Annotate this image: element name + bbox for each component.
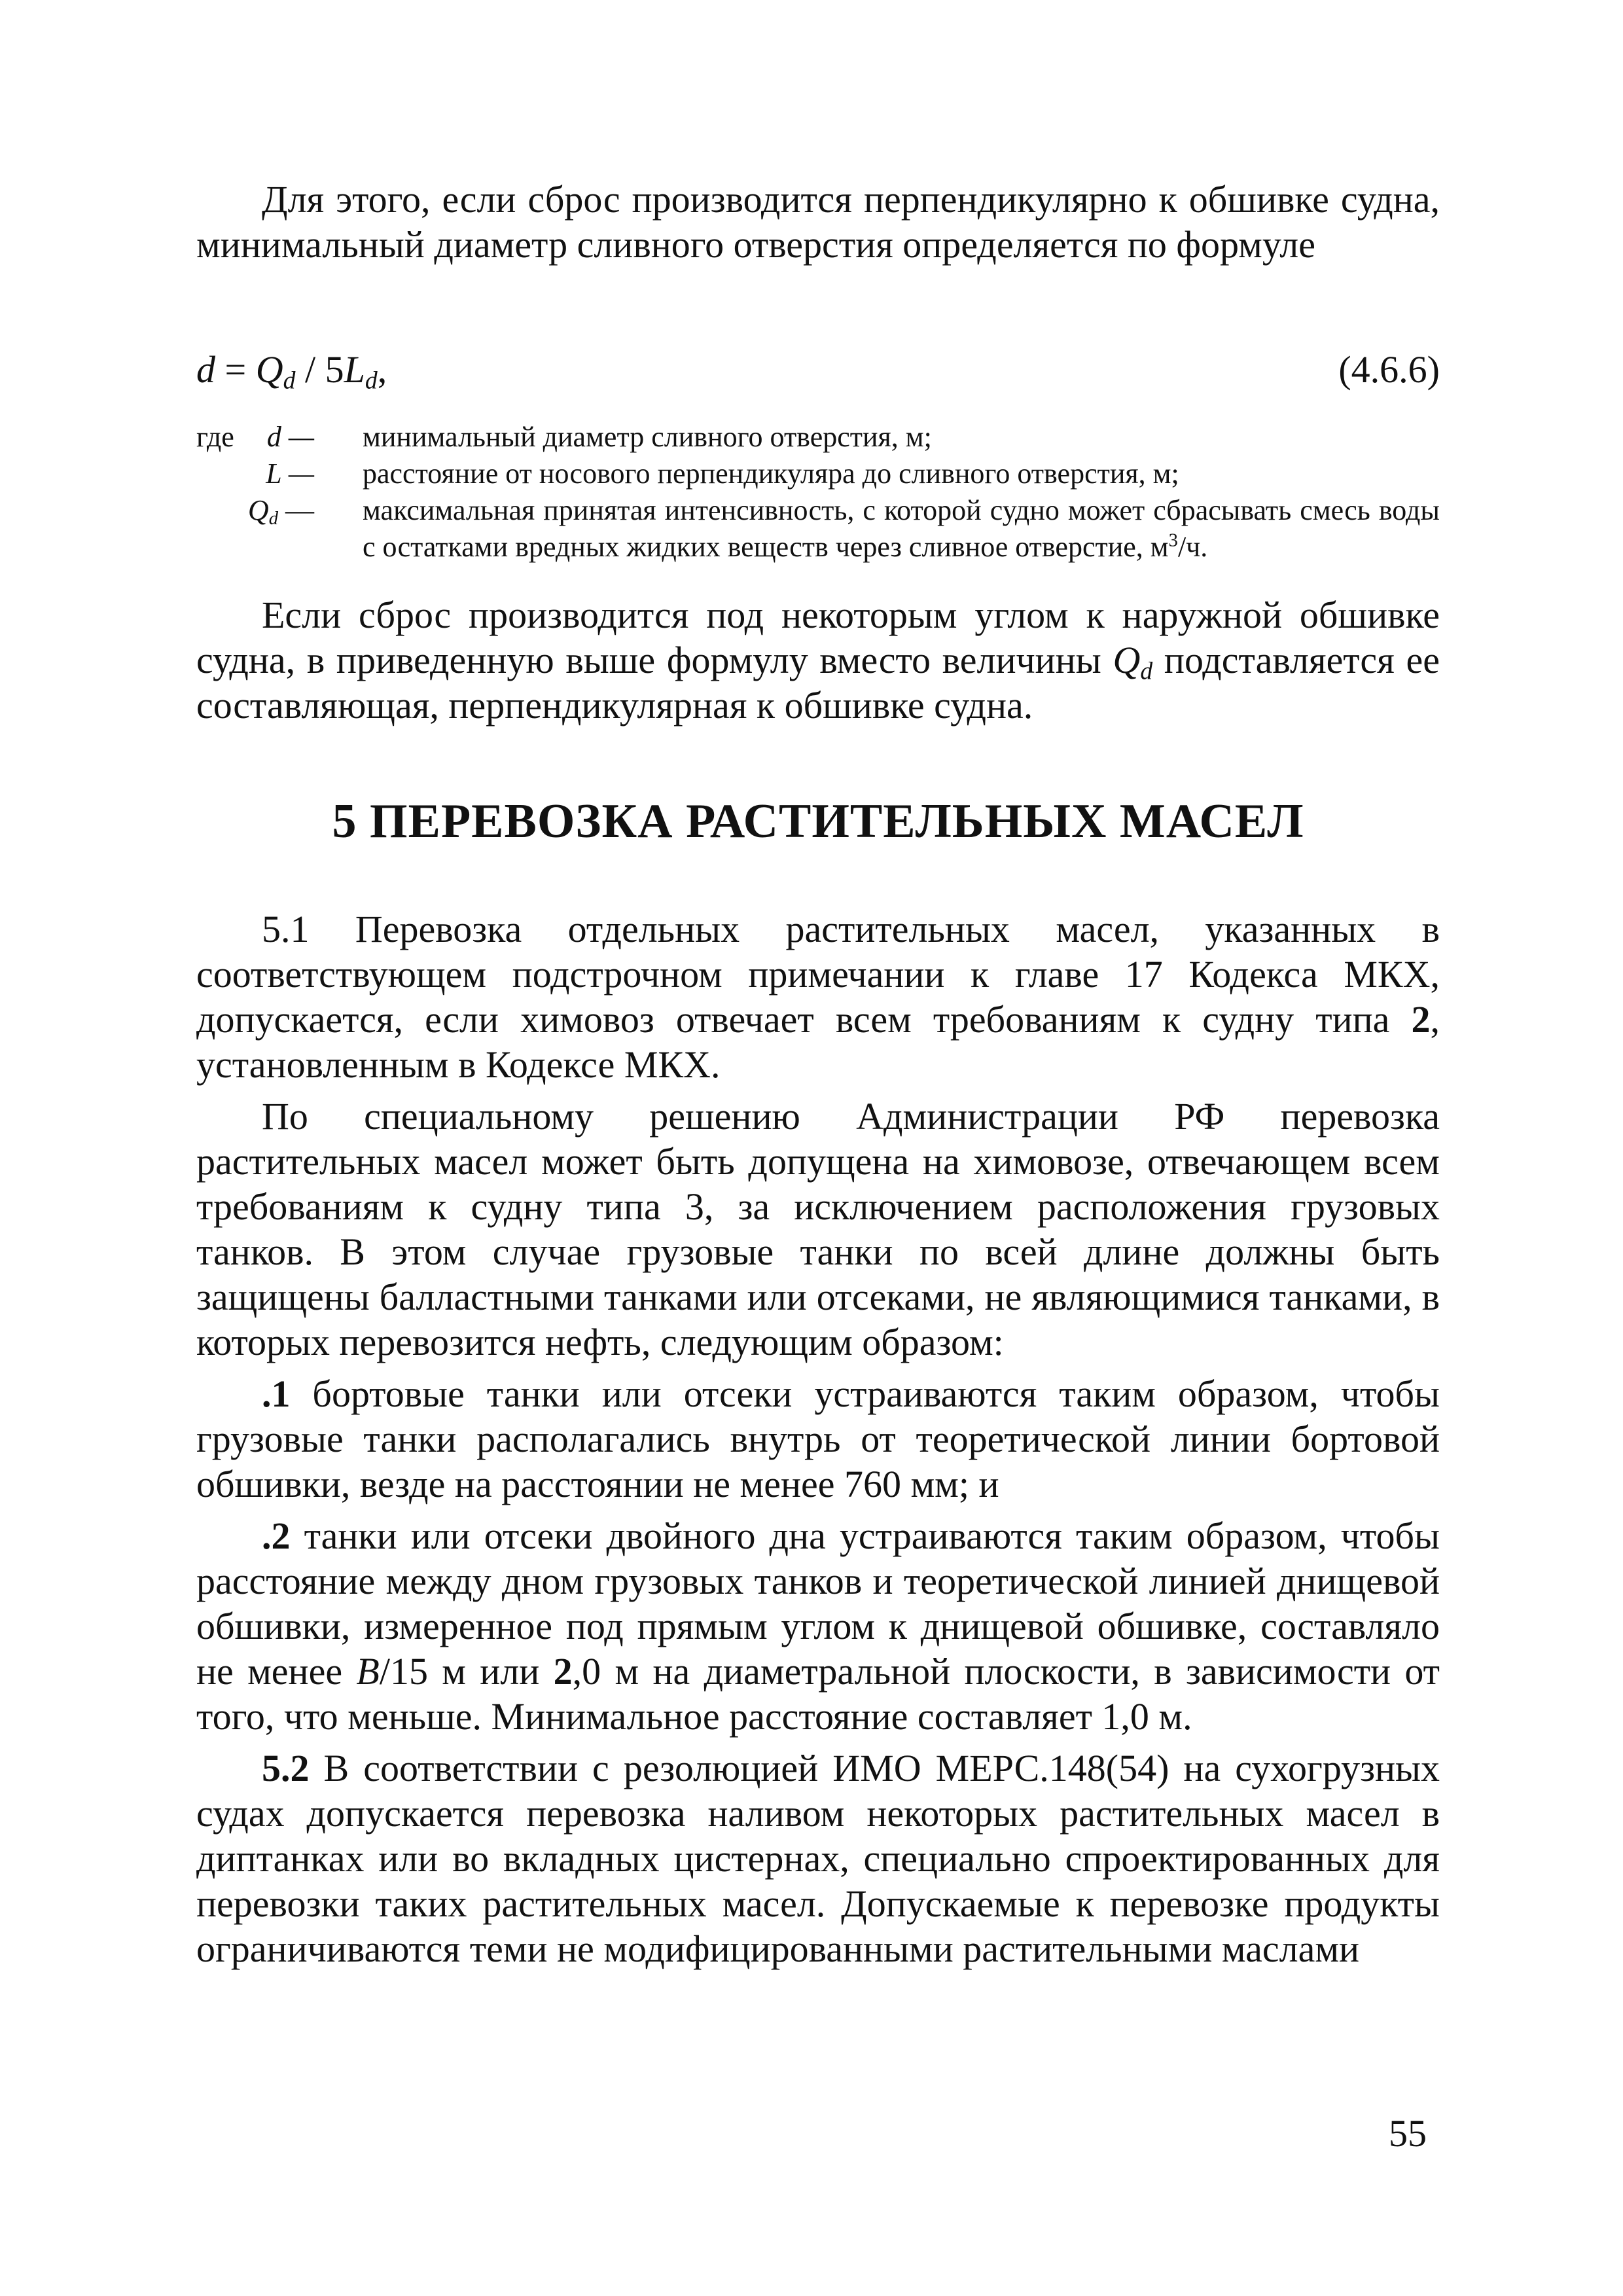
definition-text: расстояние от носового перпендикуляра до сливного отверстия, м; [363, 457, 1179, 490]
paragraph-special-decision: По специальному решению Администрации РФ перевозка растительных масел может быть допущена на химовозе, отвечающем всем требованиям к судну типа 3, за исключением расположения грузовых танков. В этом случае грузовые танки по всей длине должны быть защищены балластными танками или отсеками, не являющимися танками, в которых перевозится нефть, следующим образом: [196, 1095, 1440, 1363]
intro-text: Для этого, если сброс производится перпендикулярно к обшивке судна, минимальный диаметр сливного отверстия определяется по формуле [196, 178, 1440, 266]
formula-definitions [196, 419, 1440, 565]
definition-text: минимальный диаметр сливного отверстия, м; [363, 421, 932, 453]
where-label: где [196, 421, 234, 453]
definition-symbol: $Q_d$ — [247, 494, 314, 529]
intro-paragraph [196, 177, 1440, 267]
formula-4-6-6 [196, 347, 1440, 399]
list-item-1: .1 бортовые танки или отсеки устраиваются таким образом, чтобы грузовые танки располагались внутрь от теоретической линии бортовой обшивки, везде на расстоянии не менее 760 мм; и [196, 1372, 1440, 1505]
definition-row [196, 492, 1440, 565]
formula-number: (4.6.6) [1338, 348, 1440, 391]
definition-symbol: d — [266, 421, 314, 453]
definition-symbol: L — [266, 457, 314, 490]
definition-text: максимальная принятая интенсивность, с которой судно может сбрасывать смесь воды с остатками вредных жидких веществ через сливное отверстие, $м^3/ч$. [363, 494, 1440, 563]
paragraph-5-2: 5.2 В соответствии с резолюцией ИМО МЕРС.148(54) на сухогрузных судах допускается перевозка наливом некоторых растительных масел в диптанках или во вкладных цистернах, специально спроектированных для перевозки таких растительных масел. Допускаемые к перевозке продукты ограничиваются теми не модифицированными растительными маслами [196, 1747, 1440, 1970]
list-item-2: .2 танки или отсеки двойного дна устраиваются таким образом, чтобы расстояние между дном грузовых танков и теоретической линией днищевой обшивки, измеренное под прямым углом к днищевой обшивке, составляло не менее B/15 м или 2,0 м на диаметральной плоскости, в зависимости от того, что меньше. Минимальное расстояние составляет 1,0 м. [196, 1515, 1440, 1738]
section-5-body [196, 906, 1440, 1971]
page-number: 55 [1389, 2112, 1427, 2155]
formula-expression: $d = Q_d / 5L_d$, [196, 348, 387, 395]
angle-paragraph: Если сброс производится под некоторым углом к наружной обшивке судна, в приведенную выше формулу вместо величины $Q_d$ подставляется ее составляющая, перпендикулярная к обшивке судна. [196, 594, 1440, 726]
definition-row [196, 456, 1440, 492]
definition-row [196, 419, 1440, 456]
paragraph-5-1: 5.1 Перевозка отдельных растительных масел, указанных в соответствующем подстрочном примечании к главе 17 Кодекса МКХ, допускается, если химовоз отвечает всем требованиям к судну типа 2, установленным в Кодексе МКХ. [196, 908, 1440, 1086]
section-heading: 5 ПЕРЕВОЗКА РАСТИТЕЛЬНЫХ МАСЕЛ [332, 795, 1304, 848]
